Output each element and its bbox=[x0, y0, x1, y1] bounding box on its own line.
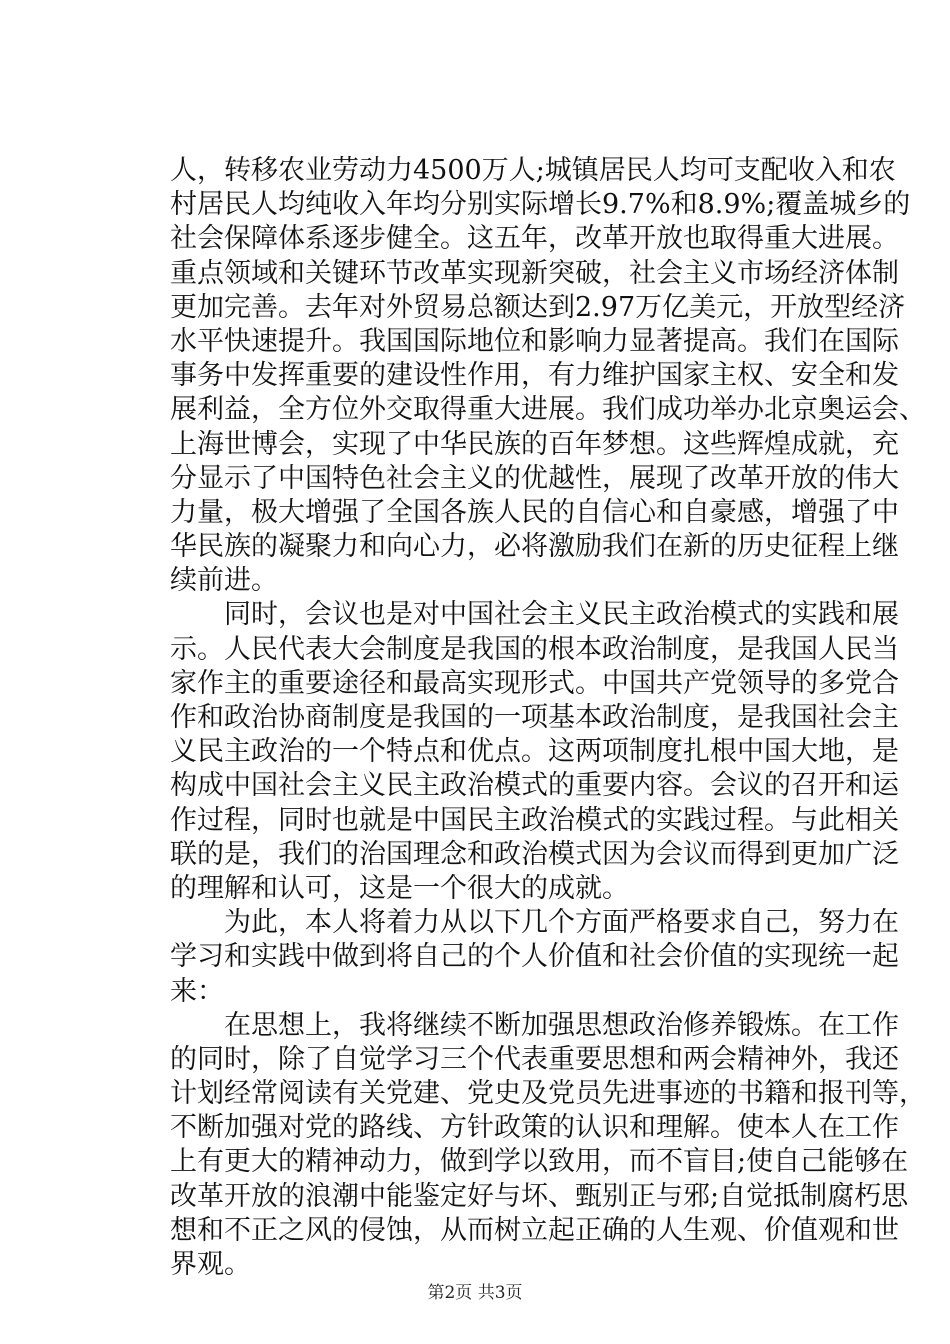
text-line: 学习和实践中做到将自己的个人价值和社会价值的实现统一起 bbox=[170, 941, 899, 973]
document-body bbox=[170, 154, 926, 1282]
text-line: 作和政治协商制度是我国的一项基本政治制度，是我国社会主 bbox=[170, 702, 899, 733]
text-line: 联的是，我们的治国理念和政治模式因为会议而得到更加广泛 bbox=[170, 838, 899, 870]
page-footer: 第2页 共3页 bbox=[427, 1283, 523, 1303]
text-line: 人，转移农业劳动力4500万人;城镇居民人均可支配收入和农 bbox=[170, 155, 896, 186]
text-line: 在思想上，我将继续不断加强思想政治修养锻炼。在工作 bbox=[170, 1009, 899, 1041]
text-line: 界观。 bbox=[170, 1249, 251, 1280]
text-line: 社会保障体系逐步健全。这五年，改革开放也取得重大进展。 bbox=[170, 223, 899, 255]
text-line: 水平快速提升。我国国际地位和影响力显著提高。我们在国际 bbox=[170, 325, 899, 357]
text-line: 改革开放的浪潮中能鉴定好与坏、甄别正与邪;自觉抵制腐朽思 bbox=[170, 1180, 909, 1212]
text-line: 分显示了中国特色社会主义的优越性，展现了改革开放的伟大 bbox=[170, 462, 899, 494]
text-line: 示。人民代表大会制度是我国的根本政治制度，是我国人民当 bbox=[170, 633, 899, 665]
text-line: 想和不正之风的侵蚀，从而树立起正确的人生观、价值观和世 bbox=[170, 1214, 899, 1246]
text-line: 同时，会议也是对中国社会主义民主政治模式的实践和展 bbox=[170, 599, 899, 631]
text-line: 构成中国社会主义民主政治模式的重要内容。会议的召开和运 bbox=[170, 770, 899, 802]
text-line: 作过程，同时也就是中国民主政治模式的实践过程。与此相关 bbox=[170, 804, 899, 836]
text-line: 续前进。 bbox=[170, 565, 278, 597]
text-line: 上有更大的精神动力，做到学以致用，而不盲目;使自己能够在 bbox=[170, 1146, 909, 1178]
text-line: 华民族的凝聚力和向心力，必将激励我们在新的历史征程上继 bbox=[170, 531, 899, 563]
text-line: 事务中发挥重要的建设性作用，有力维护国家主权、安全和发 bbox=[170, 360, 899, 392]
text-line: 重点领域和关键环节改革实现新突破，社会主义市场经济体制 bbox=[170, 257, 899, 289]
text-line: 不断加强对党的路线、方针政策的认识和理解。使本人在工作 bbox=[170, 1112, 899, 1144]
text-line: 展利益，全方位外交取得重大进展。我们成功举办北京奥运会、 bbox=[170, 394, 926, 426]
text-line: 更加完善。去年对外贸易总额达到2.97万亿美元，开放型经济 bbox=[170, 291, 906, 323]
text-line: 家作主的重要途径和最高实现形式。中国共产党领导的多党合 bbox=[170, 667, 899, 699]
text-line: 的同时，除了自觉学习三个代表重要思想和两会精神外，我还 bbox=[170, 1043, 899, 1075]
text-line: 的理解和认可，这是一个很大的成就。 bbox=[170, 872, 629, 904]
text-line: 力量，极大增强了全国各族人民的自信心和自豪感，增强了中 bbox=[170, 496, 899, 528]
text-line: 计划经常阅读有关党建、党史及党员先进事迹的书籍和报刊等， bbox=[170, 1078, 926, 1110]
text-line: 村居民人均纯收入年均分别实际增长9.7%和8.9%;覆盖城乡的 bbox=[170, 189, 911, 221]
text-line: 为此，本人将着力从以下几个方面严格要求自己，努力在 bbox=[170, 907, 899, 939]
text-line: 来： bbox=[170, 975, 224, 1007]
text-line: 上海世博会，实现了中华民族的百年梦想。这些辉煌成就，充 bbox=[170, 428, 899, 460]
text-line: 义民主政治的一个特点和优点。这两项制度扎根中国大地，是 bbox=[170, 736, 899, 768]
